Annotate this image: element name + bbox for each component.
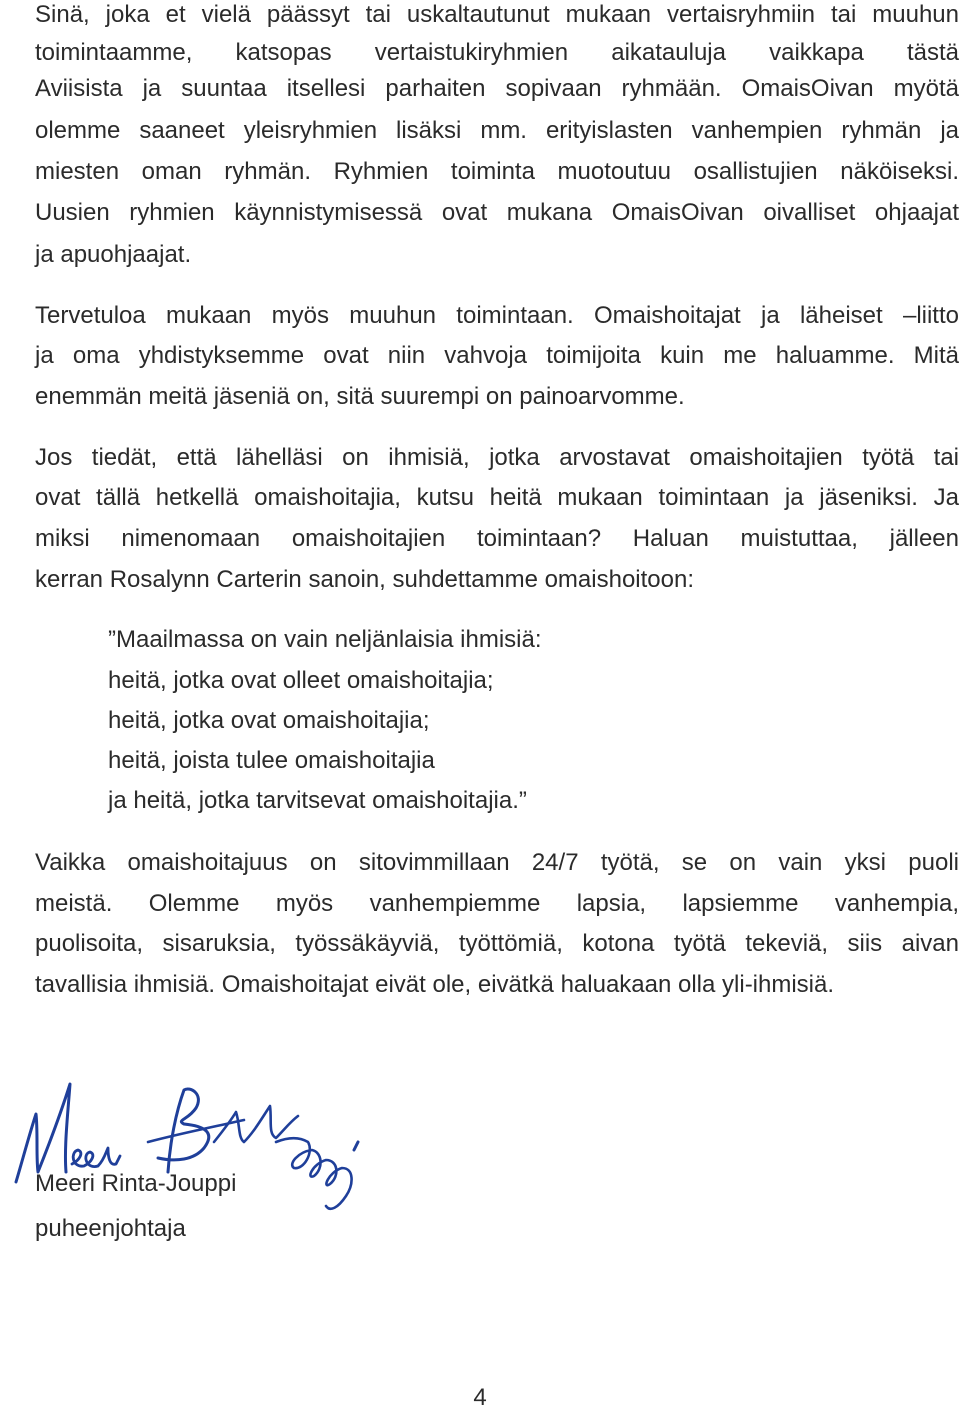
closing-line-1: Vaikka omaishoitajuus on sitovimmillaan 24/7 työtä, se on vain yksi puoli (35, 849, 959, 876)
paragraph-2-line-2: ja oma yhdistyksemme ovat niin vahvoja toimijoita kuin me haluamme. Mitä (35, 342, 959, 369)
paragraph-2-line-3: enemmän meitä jäseniä on, sitä suurempi on painoarvomme. (35, 383, 685, 410)
quote-line-5: ja heitä, jotka tarvitsevat omaishoitajia.” (108, 787, 527, 814)
paragraph-1-line-1: Sinä, joka et vielä päässyt tai uskaltautunut mukaan vertaisryhmiin tai muuhun (35, 1, 959, 28)
quote-line-1: ”Maailmassa on vain neljänlaisia ihmisiä: (108, 626, 542, 653)
closing-line-3: puolisoita, sisaruksia, työssäkäyviä, työttömiä, kotona työtä tekeviä, siis aivan (35, 930, 959, 957)
paragraph-1-line-3: Aviisista ja suuntaa itsellesi parhaiten sopivaan ryhmään. OmaisOivan myötä (35, 75, 959, 102)
paragraph-1-line-5: miesten oman ryhmän. Ryhmien toiminta muotoutuu osallistujien näköiseksi. (35, 158, 959, 185)
handwritten-signature (8, 1072, 388, 1222)
paragraph-1-line-7: ja apuohjaajat. (35, 241, 192, 268)
paragraph-3-line-4: kerran Rosalynn Carterin sanoin, suhdettamme omaishoitoon: (35, 566, 695, 593)
quote-line-3: heitä, jotka ovat omaishoitajia; (108, 707, 430, 734)
quote-line-4: heitä, joista tulee omaishoitajia (108, 747, 435, 774)
signature-stroke-eeri (72, 1148, 120, 1167)
paragraph-1-line-4: olemme saaneet yleisryhmien lisäksi mm. erityislasten vanhempien ryhmän ja (35, 117, 959, 144)
signature-stroke-inta (214, 1106, 298, 1142)
signatory-name: Meeri Rinta-Jouppi (35, 1170, 237, 1197)
closing-line-2: meistä. Olemme myös vanhempiemme lapsia, lapsiemme vanhempia, (35, 890, 959, 917)
paragraph-1-line-6: Uusien ryhmien käynnistymisessä ovat mukana OmaisOivan oivalliset ohjaajat (35, 199, 959, 226)
signature-stroke-dot (354, 1142, 358, 1150)
paragraph-3-line-1: Jos tiedät, että lähelläsi on ihmisiä, jotka arvostavat omaishoitajien työtä tai (35, 444, 959, 471)
signature-stroke-jouppi (276, 1138, 352, 1209)
signature-stroke-m (16, 1084, 70, 1182)
paragraph-1-line-2: toimintaamme, katsopas vertaistukiryhmien aikatauluja vaikkapa tästä (35, 39, 959, 66)
page-number: 4 (473, 1384, 487, 1411)
paragraph-3-line-3: miksi nimenomaan omaishoitajien toimintaan? Haluan muistuttaa, jälleen (35, 525, 959, 552)
paragraph-3-line-2: ovat tällä hetkellä omaishoitajia, kutsu heitä mukaan toimintaan ja jäseniksi. Ja (35, 484, 959, 511)
quote-line-2: heitä, jotka ovat olleet omaishoitajia; (108, 667, 494, 694)
closing-line-4: tavallisia ihmisiä. Omaishoitajat eivät ole, eivätkä haluakaan olla yli-ihmisiä. (35, 971, 835, 998)
paragraph-2-line-1: Tervetuloa mukaan myös muuhun toimintaan. Omaishoitajat ja läheiset –liitto (35, 302, 959, 329)
signatory-title: puheenjohtaja (35, 1215, 186, 1242)
